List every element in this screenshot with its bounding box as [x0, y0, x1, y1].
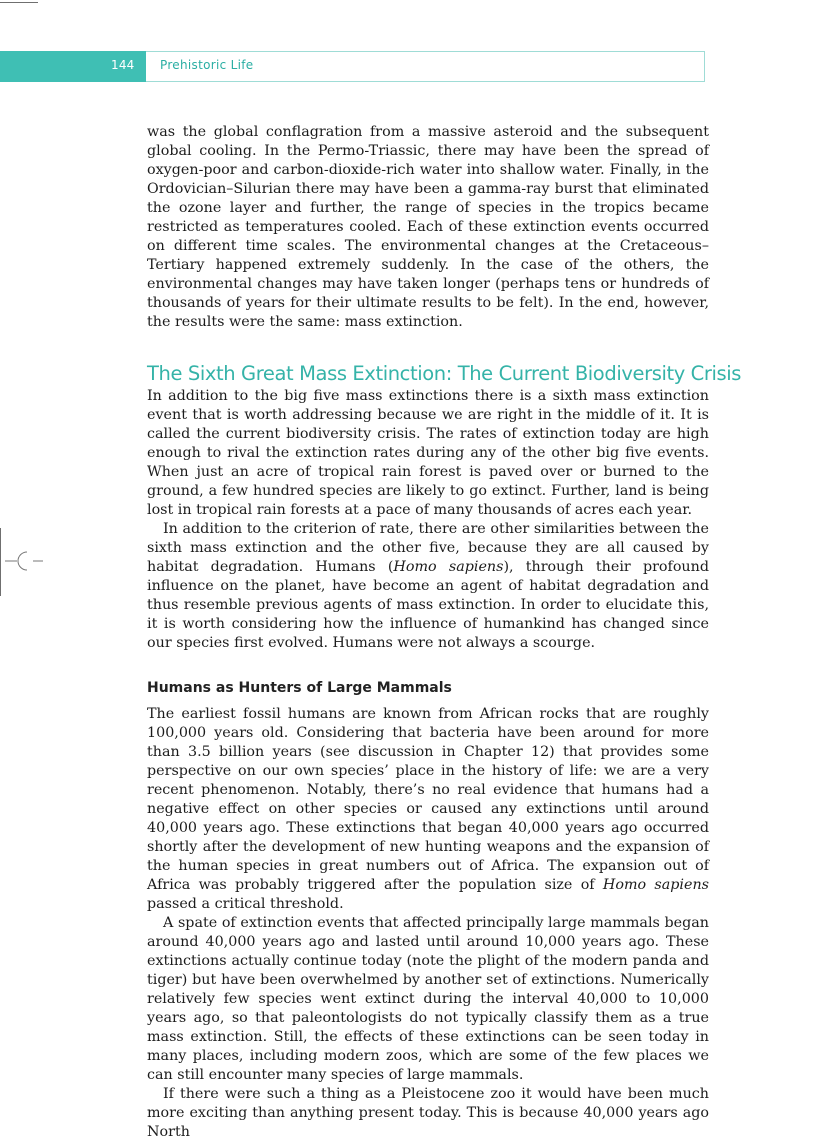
- page-number: 144: [111, 58, 135, 72]
- page-body: [147, 123, 742, 1142]
- text-run: passed a critical threshold.: [147, 896, 344, 912]
- text-run: ), through their profound influence on the planet, have become an agent of habitat degradation and thus resemble previous agents of mass extinction. In order to elucidate this, it is worth considering how the influence of humankind has changed since our species first evolved. Humans were not always a scourge.: [147, 559, 710, 651]
- intro-paragraph: was the global conflagration from a massive asteroid and the subsequent global cooling. In the Permo-Triassic, there may have been the spread of oxygen-poor and carbon-dioxide-rich water into shallow water. Finally, in the Ordovician–Silurian there may have been a gamma-ray burst that eliminated the ozone layer and further, the range of species in the tropics became restricted as temperatures cooled. Each of these extinction events occurred on different time scales. The environmental changes at the Cretaceous–Tertiary happened extremely suddenly. In the case of the others, the environmental changes may have taken longer (perhaps tens or hundreds of thousands of years for their ultimate results to be felt). In the end, however, the results were the same: mass extinction.: [147, 124, 709, 330]
- text-run: The earliest fossil humans are known from African rocks that are roughly 100,000 years old. Considering that bacteria have been around for more than 3.5 billion years (see discussion in Chapter 12) that provides some perspective on our own species’ place in the history of life: we are a very recent phenomenon. Notably, there’s no real evidence that humans had a negative effect on other species or caused any extinctions until around 40,000 years ago. These extinctions that began 40,000 years ago occurred shortly after the development of new hunting weapons and the expansion of the human species in great numbers out of Africa. The expansion out of Africa was probably triggered after the population size of: [147, 706, 709, 893]
- section-paragraph-1: In addition to the big five mass extinctions there is a sixth mass extinction event that is worth addressing because we are right in the middle of it. It is called the current biodiversity crisis. The rates of extinction today are high enough to rival the extinction rates during any of the other big five events. When just an acre of tropical rain forest is paved over or burned to the ground, a few hundred species are likely to go extinct. Further, land is being lost in tropical rain forests at a pace of many thousands of acres each year.: [147, 388, 709, 518]
- text-run: In addition to the criterion of rate, there are other similarities between the sixth mass extinction and the other five, because they are all caused by habitat degradation. Humans (: [147, 521, 709, 575]
- subsection-paragraph-1: [147, 705, 709, 914]
- registration-mark-icon: [5, 549, 45, 573]
- crop-mark-top: [0, 2, 38, 3]
- italic-species-name: Homo sapiens: [602, 877, 710, 893]
- running-head: Prehistoric Life: [160, 58, 254, 72]
- subsection-paragraph-3: If there were such a thing as a Pleistocene zoo it would have been much more exciting than anything present today. This is because 40,000 years ago North: [147, 1086, 709, 1140]
- crop-mark-left: [0, 528, 1, 596]
- section-heading: The Sixth Great Mass Extinction: The Current Biodiversity Crisis: [147, 362, 742, 385]
- subsection-paragraph-2: A spate of extinction events that affected principally large mammals began around 40,000 years ago and lasted until around 10,000 years ago. These extinctions actually continue today (note the plight of the modern panda and tiger) but have been overwhelmed by another set of extinctions. Numerically relatively few species went extinct during the interval 40,000 to 10,000 years ago, so that paleontologists do not typically classify them as a true mass extinction. Still, the effects of these extinctions can be seen today in many places, including modern zoos, which are some of the few places we can still encounter many species of large mammals.: [147, 915, 709, 1083]
- italic-species-name: Homo sapiens: [393, 559, 504, 575]
- section-paragraph-2: [147, 520, 709, 653]
- subsection-heading: Humans as Hunters of Large Mammals: [147, 680, 452, 696]
